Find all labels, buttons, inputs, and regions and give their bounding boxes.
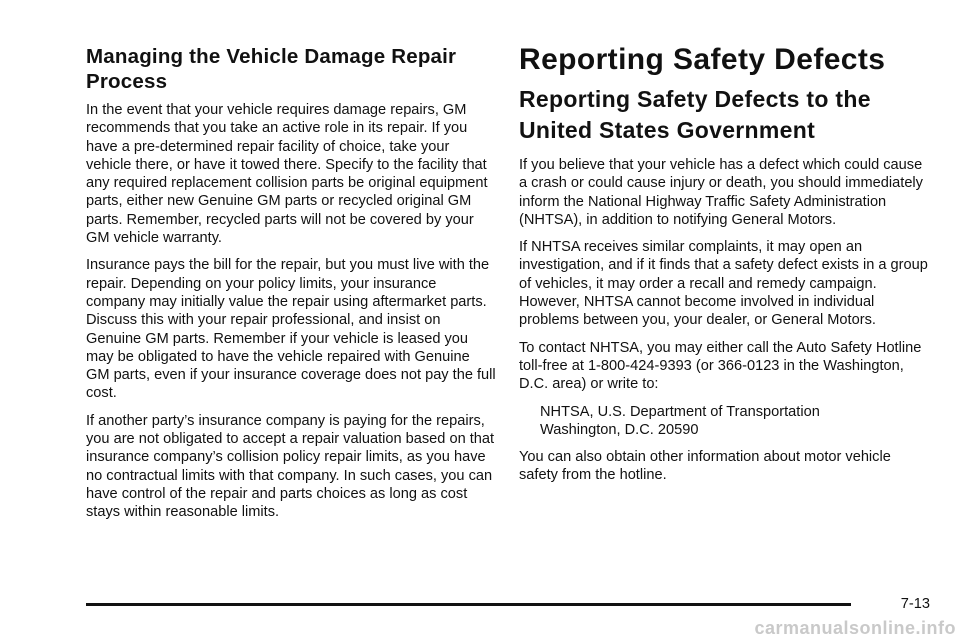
paragraph-damage-repair-3: If another party’s insurance company is paying for the repairs, you are not obligated to accept a repair valuation based on that insurance company’s collision policy repair limits, as you have no contractual limits with that company. In such cases, you can have control of the repair and parts choices as long as cost stays within reasonable limits. <box>86 412 495 521</box>
paragraph-safety-closing: You can also obtain other information about motor vehicle safety from the hotline. <box>519 449 891 484</box>
nhtsa-address <box>540 403 931 440</box>
right-column <box>519 44 931 494</box>
section-heading-us-government: Reporting Safety Defects to the United States Government <box>519 86 871 143</box>
paragraph-damage-repair-1: In the event that your vehicle requires damage repairs, GM recommends that you take an active role in its repair. If you have a pre-determined repair facility of choice, take your vehicle there, or have it towed there. Specify to the facility that any required replacement collision parts be original equipment parts, either new Genuine GM parts or recycled original GM parts. Remember, recycled parts will not be covered by your GM vehicle warranty. <box>86 102 488 247</box>
paragraph-damage-repair-2: Insurance pays the bill for the repair, but you must live with the repair. Depending on your policy limits, your insurance company may initially value the repair using aftermarket parts. Discuss this with your repair professional, and insist on Genuine GM parts. Remember if your vehicle is leased you may be obligated to have the vehicle repaired with Genuine GM parts, even if your insurance coverage does not pay the full cost. <box>86 257 496 402</box>
address-line-2: Washington, D.C. 20590 <box>540 421 699 438</box>
paragraph-safety-3: To contact NHTSA, you may either call the Auto Safety Hotline toll-free at 1-800-424-9393 (or 366-0123 in the Washington, D.C. area) or write to: <box>519 339 922 393</box>
watermark: carmanualsonline.info <box>754 618 956 638</box>
chapter-title: Reporting Safety Defects <box>519 43 886 76</box>
footer-rule <box>86 603 851 606</box>
paragraph-safety-1: If you believe that your vehicle has a defect which could cause a crash or could cause injury or death, you should immediately inform the National Highway Traffic Safety Administration (NHTSA), in addition to notifying General Motors. <box>519 157 923 228</box>
paragraph-safety-2: If NHTSA receives similar complaints, it may open an investigation, and if it finds that a safety defect exists in a group of vehicles, it may order a recall and remedy campaign. However, NHTSA cannot become involved in individual problems between you, your dealer, or General Motors. <box>519 239 928 329</box>
page-number: 7-13 <box>900 596 930 612</box>
address-line-1: NHTSA, U.S. Department of Transportation <box>540 403 820 420</box>
left-column <box>86 44 496 531</box>
section-heading-damage-repair: Managing the Vehicle Damage Repair Process <box>86 45 457 93</box>
